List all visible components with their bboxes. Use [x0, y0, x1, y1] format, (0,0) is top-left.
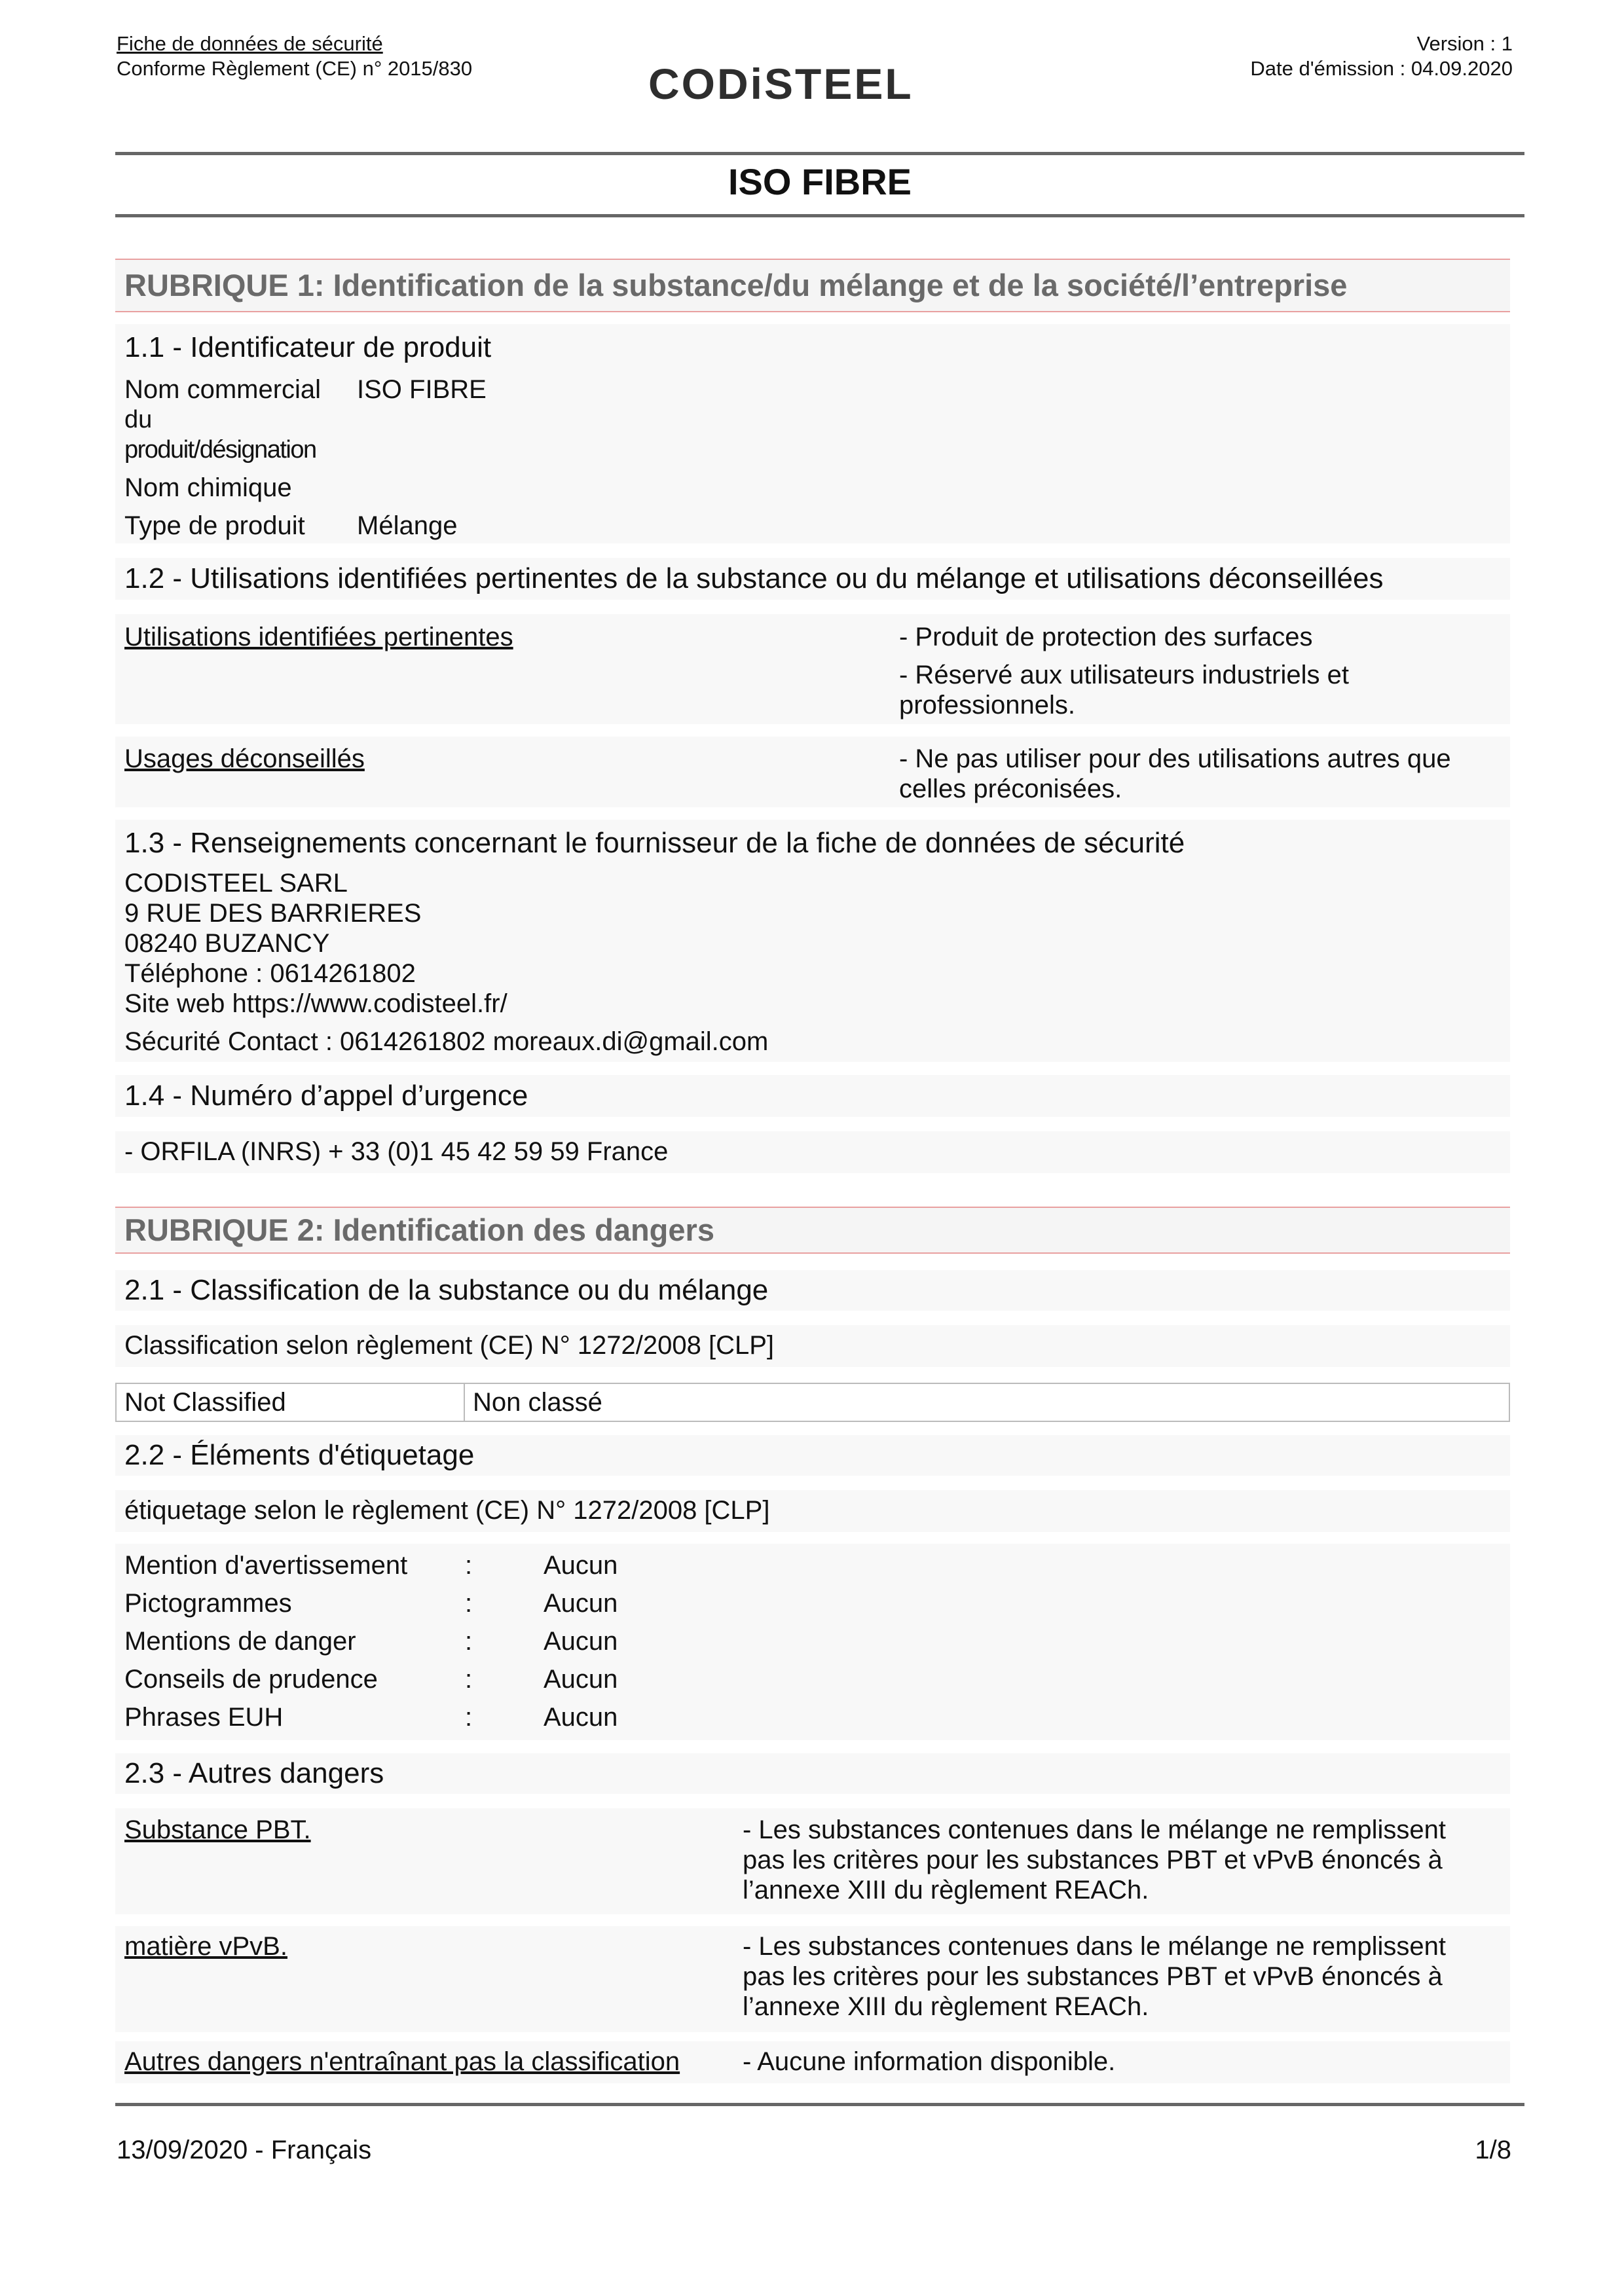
- pbt-value-3: l’annexe XIII du règlement REACh.: [743, 1876, 1149, 1904]
- supplier-company: CODISTEEL SARL: [124, 869, 348, 898]
- header-divider: [115, 152, 1524, 155]
- supplier-website: Site web https://www.codisteel.fr/: [124, 989, 507, 1018]
- not-recommended-value-1: - Ne pas utiliser pour des utilisations autres que: [899, 744, 1451, 773]
- safety-contact: Sécurité Contact : 0614261802 moreaux.di@gmail.com: [124, 1027, 769, 1056]
- classification-table: [115, 1383, 1510, 1422]
- identified-uses-label: Utilisations identifiées pertinentes: [124, 623, 513, 651]
- labelling-row-label: Conseils de prudence: [124, 1665, 378, 1694]
- section-2-2-heading: 2.2 - Éléments d'étiquetage: [115, 1435, 1510, 1476]
- doc-type: Fiche de données de sécurité: [117, 32, 383, 55]
- other-hazards-value: - Aucune information disponible.: [743, 2047, 1116, 2076]
- labelling-row-value: Aucun: [544, 1665, 618, 1694]
- pbt-value-2: pas les critères pour les substances PBT et vPvB énoncés à: [743, 1846, 1443, 1874]
- labelling-row-sep: :: [465, 1589, 473, 1618]
- section-2-3-heading: 2.3 - Autres dangers: [115, 1753, 1510, 1794]
- title-divider: [115, 214, 1524, 217]
- classification-fr: Non classé: [473, 1388, 602, 1417]
- section-1-1-heading: 1.1 - Identificateur de produit: [124, 331, 492, 363]
- page-number: 1/8: [1475, 2136, 1511, 2164]
- classification-en: Not Classified: [117, 1384, 465, 1421]
- section-2-heading: RUBRIQUE 2: Identification des dangers: [115, 1207, 1510, 1254]
- labelling-row-value: Aucun: [544, 1551, 618, 1580]
- pbt-value-1: - Les substances contenues dans le mélange ne remplissent: [743, 1815, 1446, 1844]
- chemical-name-label: Nom chimique: [124, 473, 292, 502]
- labelling-row-sep: :: [465, 1665, 473, 1694]
- identified-uses-value-2b: professionnels.: [899, 691, 1076, 720]
- not-recommended-label: Usages déconseillés: [124, 744, 365, 773]
- trade-name-label-3: produit/désignation: [124, 436, 316, 464]
- labelling-row-label: Pictogrammes: [124, 1589, 292, 1618]
- product-type-value: Mélange: [357, 511, 458, 540]
- section-1-3-heading: 1.3 - Renseignements concernant le fournisseur de la fiche de données de sécurité: [124, 827, 1185, 859]
- trade-name-value: ISO FIBRE: [357, 375, 487, 404]
- supplier-street: 9 RUE DES BARRIERES: [124, 899, 422, 928]
- page-title: ISO FIBRE: [728, 161, 912, 202]
- labelling-row-sep: :: [465, 1703, 473, 1732]
- issue-date: Date d'émission : 04.09.2020: [1250, 57, 1513, 80]
- emergency-number: - ORFILA (INRS) + 33 (0)1 45 42 59 59 France: [124, 1137, 669, 1166]
- section-1-heading: RUBRIQUE 1: Identification de la substance/du mélange et de la société/l’entreprise: [115, 259, 1510, 312]
- section-1-4-heading: 1.4 - Numéro d’appel d’urgence: [115, 1075, 1510, 1117]
- not-recommended-value-2: celles préconisées.: [899, 774, 1122, 803]
- vpvb-label: matière vPvB.: [124, 1932, 287, 1961]
- other-hazards-label: Autres dangers n'entraînant pas la classification: [124, 2047, 680, 2076]
- labelling-row-label: Mentions de danger: [124, 1627, 356, 1656]
- vpvb-value-2: pas les critères pour les substances PBT et vPvB énoncés à: [743, 1962, 1443, 1991]
- section-1-2-heading: 1.2 - Utilisations identifiées pertinentes de la substance ou du mélange et utilisations déconseillées: [115, 558, 1510, 600]
- labelling-row-value: Aucun: [544, 1627, 618, 1656]
- footer-divider: [115, 2103, 1524, 2106]
- labelling-row-sep: :: [465, 1627, 473, 1656]
- regulation-reference: Conforme Règlement (CE) n° 2015/830: [117, 57, 473, 80]
- vpvb-value-1: - Les substances contenues dans le mélange ne remplissent: [743, 1932, 1446, 1961]
- trade-name-label-2: du: [124, 406, 153, 433]
- product-type-label: Type de produit: [124, 511, 305, 540]
- supplier-phone: Téléphone : 0614261802: [124, 959, 416, 988]
- footer-date-language: 13/09/2020 - Français: [117, 2136, 372, 2164]
- labelling-row-label: Mention d'avertissement: [124, 1551, 408, 1580]
- vpvb-value-3: l’annexe XIII du règlement REACh.: [743, 1992, 1149, 2021]
- identified-uses-value-2a: - Réservé aux utilisateurs industriels et: [899, 661, 1349, 689]
- company-logo: CODiSTEEL: [648, 60, 913, 108]
- labelling-regulation: étiquetage selon le règlement (CE) N° 1272/2008 [CLP]: [124, 1496, 770, 1525]
- labelling-row-label: Phrases EUH: [124, 1703, 284, 1732]
- supplier-city: 08240 BUZANCY: [124, 929, 330, 958]
- section-2-1-heading: 2.1 - Classification de la substance ou du mélange: [115, 1270, 1510, 1311]
- version: Version : 1: [1416, 32, 1513, 55]
- labelling-row-sep: :: [465, 1551, 473, 1580]
- labelling-row-value: Aucun: [544, 1589, 618, 1618]
- trade-name-label-1: Nom commercial: [124, 375, 322, 404]
- identified-uses-value-1: - Produit de protection des surfaces: [899, 623, 1313, 651]
- classification-regulation: Classification selon règlement (CE) N° 1272/2008 [CLP]: [124, 1331, 775, 1360]
- pbt-label: Substance PBT.: [124, 1815, 311, 1844]
- labelling-row-value: Aucun: [544, 1703, 618, 1732]
